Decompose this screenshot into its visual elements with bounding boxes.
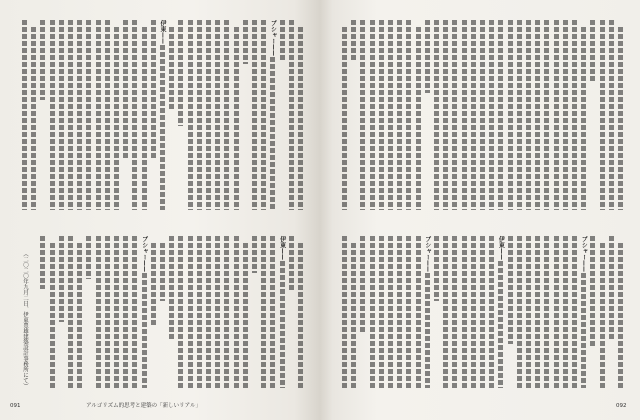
text-column — [433, 236, 440, 301]
text-line — [526, 236, 531, 388]
text-column — [497, 236, 504, 388]
text-column — [288, 20, 295, 210]
text-column — [350, 20, 357, 62]
text-line — [289, 20, 294, 210]
text-column — [571, 236, 578, 388]
text-line — [443, 236, 448, 388]
text-line — [618, 243, 623, 388]
text-line — [416, 236, 421, 388]
text-column — [223, 236, 230, 388]
text-column — [279, 20, 286, 62]
text-line — [379, 20, 384, 210]
text-column — [150, 236, 157, 326]
text-column — [534, 236, 541, 388]
text-column — [507, 236, 514, 344]
text-line — [581, 27, 586, 210]
text-line — [480, 20, 485, 210]
speaker-label: 伊東—— — [278, 236, 286, 260]
text-column — [297, 236, 304, 388]
text-line — [234, 236, 239, 388]
text-line — [351, 20, 356, 62]
text-column — [396, 236, 403, 388]
text-column — [30, 20, 37, 210]
text-column — [205, 20, 212, 210]
text-column — [58, 20, 65, 210]
text-column — [223, 20, 230, 210]
text-line — [178, 20, 183, 126]
text-line — [105, 236, 110, 388]
text-line — [289, 236, 294, 292]
text-line — [114, 27, 119, 210]
text-line — [572, 20, 577, 210]
text-column — [67, 236, 74, 388]
text-line — [243, 243, 248, 388]
text-line — [280, 261, 285, 388]
text-line — [590, 20, 595, 82]
text-column — [214, 20, 221, 210]
text-line — [498, 261, 503, 388]
text-line — [96, 236, 101, 388]
text-column — [405, 236, 412, 388]
text-line — [151, 243, 156, 326]
text-column — [76, 20, 83, 210]
text-line — [68, 20, 73, 210]
text-column — [599, 236, 606, 388]
text-line — [563, 236, 568, 388]
text-column — [159, 236, 166, 301]
text-column — [85, 236, 92, 279]
text-column — [141, 236, 148, 388]
text-line — [169, 236, 174, 339]
text-line — [197, 236, 202, 388]
text-line — [215, 236, 220, 388]
text-column — [113, 20, 120, 210]
text-column — [562, 236, 569, 388]
text-line — [508, 236, 513, 344]
text-line — [40, 236, 45, 289]
text-line — [224, 20, 229, 210]
text-line — [22, 20, 27, 210]
text-line — [590, 236, 595, 348]
text-column — [553, 20, 560, 210]
text-column — [488, 236, 495, 388]
text-column — [104, 20, 111, 210]
text-line — [243, 20, 248, 64]
text-column — [58, 236, 65, 322]
text-column — [49, 20, 56, 210]
text-column — [442, 20, 449, 210]
text-line — [425, 20, 430, 93]
text-column — [177, 20, 184, 126]
running-footer: アルゴリズム的思考と建築の「新しいリアル」 — [86, 403, 201, 409]
text-line — [618, 27, 623, 210]
text-line — [370, 20, 375, 210]
text-column — [350, 236, 357, 388]
text-column — [433, 20, 440, 210]
text-column — [205, 236, 212, 388]
text-line — [50, 243, 55, 388]
text-column — [387, 236, 394, 388]
text-line — [132, 236, 137, 388]
text-column — [288, 236, 295, 292]
text-line — [178, 236, 183, 388]
text-column — [251, 20, 258, 210]
text-line — [206, 20, 211, 210]
text-column — [424, 20, 431, 93]
text-line — [59, 20, 64, 210]
text-column — [242, 236, 249, 388]
text-column — [608, 236, 615, 340]
text-line — [298, 243, 303, 388]
text-column — [279, 236, 286, 388]
text-column — [451, 236, 458, 388]
text-line — [581, 273, 586, 388]
text-line — [206, 236, 211, 388]
text-line — [151, 20, 156, 160]
text-column — [424, 236, 431, 388]
text-column — [442, 236, 449, 388]
text-line — [31, 27, 36, 210]
page-number: 091 — [10, 403, 21, 409]
text-column — [589, 236, 596, 348]
text-line — [280, 20, 285, 62]
text-column — [39, 20, 46, 100]
text-line — [86, 236, 91, 279]
text-column — [168, 20, 175, 111]
text-line — [86, 20, 91, 210]
text-line — [609, 236, 614, 340]
text-line — [544, 236, 549, 388]
right-page — [320, 0, 640, 420]
text-column — [168, 236, 175, 339]
text-column — [67, 20, 74, 210]
text-column — [159, 20, 166, 210]
upper-text-tier — [14, 20, 304, 210]
text-line — [489, 20, 494, 210]
text-line — [379, 236, 384, 388]
text-column — [516, 20, 523, 210]
text-line — [480, 236, 485, 388]
text-line — [388, 20, 393, 210]
text-column — [341, 236, 348, 388]
text-line — [68, 236, 73, 388]
text-line — [342, 236, 347, 388]
text-column — [525, 20, 532, 210]
text-line — [397, 236, 402, 388]
text-line — [517, 236, 522, 388]
text-line — [416, 27, 421, 210]
text-column — [488, 20, 495, 210]
text-line — [544, 20, 549, 210]
lower-text-tier — [332, 236, 624, 388]
text-line — [425, 273, 430, 388]
text-column — [359, 236, 366, 334]
text-line — [224, 236, 229, 388]
text-column — [415, 236, 422, 388]
text-column — [543, 20, 550, 210]
text-column — [141, 20, 148, 210]
speaker-label: 伊東—— — [497, 236, 505, 260]
text-line — [498, 20, 503, 210]
text-column — [85, 20, 92, 210]
text-column — [269, 236, 276, 388]
text-line — [471, 20, 476, 210]
text-column — [369, 20, 376, 210]
speaker-label: ブシャー—— — [423, 236, 431, 272]
text-column — [177, 236, 184, 388]
text-column — [242, 20, 249, 64]
text-line — [188, 236, 193, 388]
text-line — [160, 243, 165, 301]
text-column — [396, 20, 403, 210]
text-line — [77, 243, 82, 388]
text-column — [479, 236, 486, 388]
text-line — [462, 20, 467, 210]
text-line — [554, 20, 559, 210]
text-line — [40, 20, 45, 100]
text-column — [95, 236, 102, 388]
text-line — [123, 20, 128, 159]
text-line — [59, 236, 64, 322]
text-column — [571, 20, 578, 210]
text-column — [233, 236, 240, 388]
text-column — [269, 20, 276, 210]
text-column — [599, 20, 606, 210]
text-column — [470, 20, 477, 210]
text-line — [397, 20, 402, 210]
text-line — [188, 20, 193, 210]
text-column — [150, 20, 157, 160]
speaker-label: ブシャー—— — [140, 236, 148, 272]
text-column — [341, 20, 348, 210]
text-line — [370, 236, 375, 388]
text-line — [563, 20, 568, 210]
text-line — [572, 236, 577, 388]
text-line — [142, 27, 147, 210]
text-line — [197, 20, 202, 210]
text-column — [251, 236, 258, 273]
text-column — [359, 20, 366, 210]
text-line — [600, 20, 605, 210]
text-column — [196, 236, 203, 388]
text-column — [113, 236, 120, 388]
text-column — [479, 20, 486, 210]
text-line — [443, 20, 448, 210]
text-line — [252, 236, 257, 273]
text-column — [553, 236, 560, 388]
text-line — [508, 20, 513, 210]
text-column — [405, 20, 412, 210]
text-line — [142, 273, 147, 388]
text-column — [39, 236, 46, 289]
text-column — [580, 20, 587, 210]
text-line — [261, 20, 266, 210]
text-column — [131, 20, 138, 210]
text-column — [470, 236, 477, 388]
text-line — [526, 20, 531, 210]
text-line — [234, 27, 239, 210]
text-column — [387, 20, 394, 210]
text-line — [452, 236, 457, 388]
text-line — [360, 236, 365, 334]
text-line — [105, 20, 110, 210]
speaker-label: 伊東—— — [159, 20, 166, 44]
text-column — [187, 20, 194, 210]
speaker-label: ブシャー—— — [580, 236, 588, 272]
closing-date-note: （二〇二〇年九月二日、伊東豊雄建築設計事務所にて） — [22, 250, 28, 388]
text-column — [297, 20, 304, 210]
text-line — [160, 45, 165, 210]
text-line — [517, 20, 522, 210]
text-column — [378, 236, 385, 388]
text-column — [589, 20, 596, 82]
text-column — [196, 20, 203, 210]
text-line — [388, 236, 393, 388]
text-column — [187, 236, 194, 388]
text-line — [360, 20, 365, 210]
text-line — [406, 20, 411, 210]
text-line — [270, 236, 275, 388]
text-column — [562, 20, 569, 210]
text-column — [76, 236, 83, 388]
text-column — [543, 236, 550, 388]
text-line — [535, 236, 540, 388]
text-line — [434, 20, 439, 210]
text-column — [233, 20, 240, 210]
text-column — [461, 20, 468, 210]
text-column — [617, 236, 624, 388]
text-column — [95, 20, 102, 210]
text-line — [535, 20, 540, 210]
text-column — [122, 236, 129, 388]
text-line — [452, 20, 457, 210]
text-line — [114, 236, 119, 388]
text-line — [351, 243, 356, 388]
text-column — [369, 236, 376, 388]
text-column — [507, 20, 514, 210]
text-column — [451, 20, 458, 210]
text-line — [261, 236, 266, 388]
text-line — [434, 236, 439, 301]
text-column — [214, 236, 221, 388]
text-line — [342, 27, 347, 210]
text-column — [415, 20, 422, 210]
text-line — [132, 20, 137, 210]
text-column — [104, 236, 111, 388]
text-column — [21, 236, 28, 388]
text-column — [49, 236, 56, 388]
text-column — [122, 20, 129, 159]
text-column — [260, 20, 267, 210]
text-line — [471, 236, 476, 388]
text-column — [534, 20, 541, 210]
lower-text-tier — [14, 236, 304, 388]
text-column — [21, 20, 28, 210]
text-column — [580, 236, 587, 388]
upper-text-tier — [332, 20, 624, 210]
text-line — [298, 27, 303, 210]
text-column — [461, 236, 468, 388]
text-column — [516, 236, 523, 388]
text-column — [260, 236, 267, 388]
text-column — [608, 20, 615, 210]
text-line — [270, 57, 275, 210]
text-column — [131, 236, 138, 388]
speaker-label: ブシャー—— — [269, 20, 277, 56]
text-column — [378, 20, 385, 210]
text-line — [489, 236, 494, 388]
text-line — [215, 20, 220, 210]
text-line — [609, 20, 614, 210]
text-column — [497, 20, 504, 210]
text-line — [123, 236, 128, 388]
text-line — [50, 20, 55, 210]
text-line — [554, 236, 559, 388]
text-line — [77, 20, 82, 210]
text-column — [525, 236, 532, 388]
text-line — [462, 236, 467, 388]
text-column — [617, 20, 624, 210]
page-number: 092 — [616, 403, 627, 409]
text-line — [169, 27, 174, 111]
text-line — [252, 20, 257, 210]
text-line — [96, 20, 101, 210]
text-line — [406, 236, 411, 388]
text-line — [600, 243, 605, 388]
